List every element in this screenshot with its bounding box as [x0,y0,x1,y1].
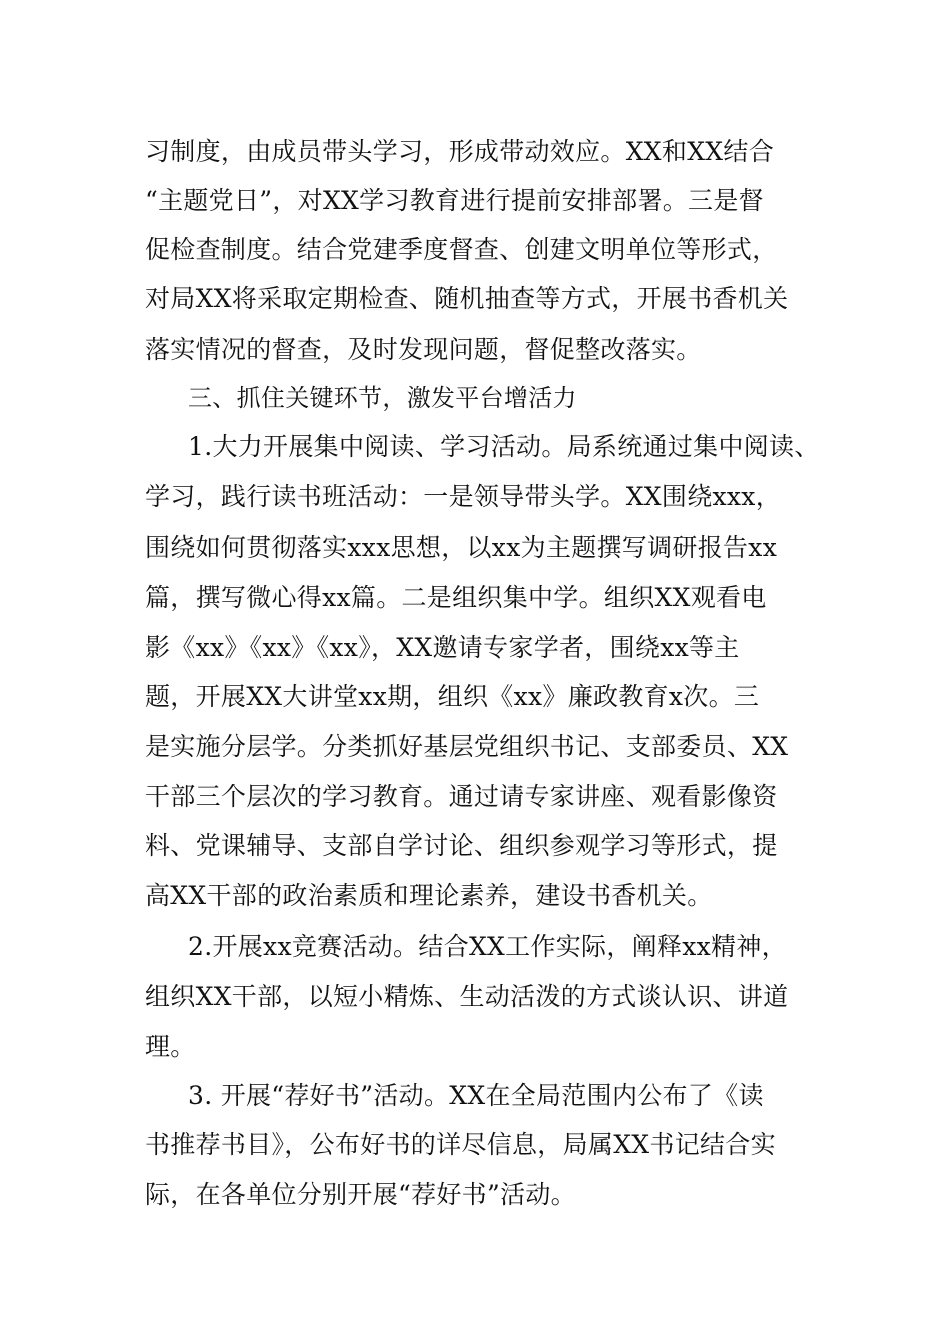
item-1-line-4: 篇，撰写微心得xx篇。二是组织集中学。组织XX观看电 [145,583,767,612]
paragraph-1-line-1: 习制度，由成员带头学习，形成带动效应。XX和XX结合 [145,137,774,166]
item-1-line-5: 影《xx》《xx》《xx》，XX邀请专家学者，围绕xx等主 [145,633,740,662]
item-1-line-3: 围绕如何贯彻落实xxx思想，以xx为主题撰写调研报告xx [145,533,778,562]
item-1-line-9: 料、党课辅导、支部自学讨论、组织参观学习等形式，提 [145,831,778,860]
paragraph-1-line-2: “主题党日”，对XX学习教育进行提前安排部署。三是督 [145,186,764,215]
item-3-line-3: 际，在各单位分别开展“荐好书”活动。 [145,1180,576,1209]
item-2-line-1: 2.开展xx竞赛活动。结合XX工作实际，阐释xx精神， [188,932,787,961]
item-1-line-8: 干部三个层次的学习教育。通过请专家讲座、观看影像资 [145,782,778,811]
item-1-line-6: 题，开展XX大讲堂xx期，组织《xx》廉政教育x次。三 [145,682,760,711]
item-1-line-10: 高XX干部的政治素质和理论素养，建设书香机关。 [145,881,713,910]
section-heading: 三、抓住关键环节，激发平台增活力 [188,384,577,412]
paragraph-1-line-3: 促检查制度。结合党建季度督查、创建文明单位等形式， [145,235,778,264]
item-1-line-2: 学习，践行读书班活动：一是领导带头学。XX围绕xxx， [145,482,781,511]
paragraph-1-line-4: 对局XX将采取定期检查、随机抽查等方式，开展书香机关 [145,284,789,313]
paragraph-1-line-5: 落实情况的督查，及时发现问题，督促整改落实。 [145,335,702,364]
item-2-line-2: 组织XX干部，以短小精炼、生动活泼的方式谈认识、讲道 [145,982,789,1011]
item-3-line-1: 3. 开展“荐好书”活动。XX在全局范围内公布了《读 [188,1081,764,1110]
item-1-line-1: 1.大力开展集中阅读、学习活动。局系统通过集中阅读、 [188,432,820,461]
item-1-line-7: 是实施分层学。分类抓好基层党组织书记、支部委员、XX [145,732,789,761]
item-3-line-2: 书推荐书目》，公布好书的详尽信息，局属XX书记结合实 [145,1130,776,1159]
item-2-line-3: 理。 [145,1032,196,1061]
